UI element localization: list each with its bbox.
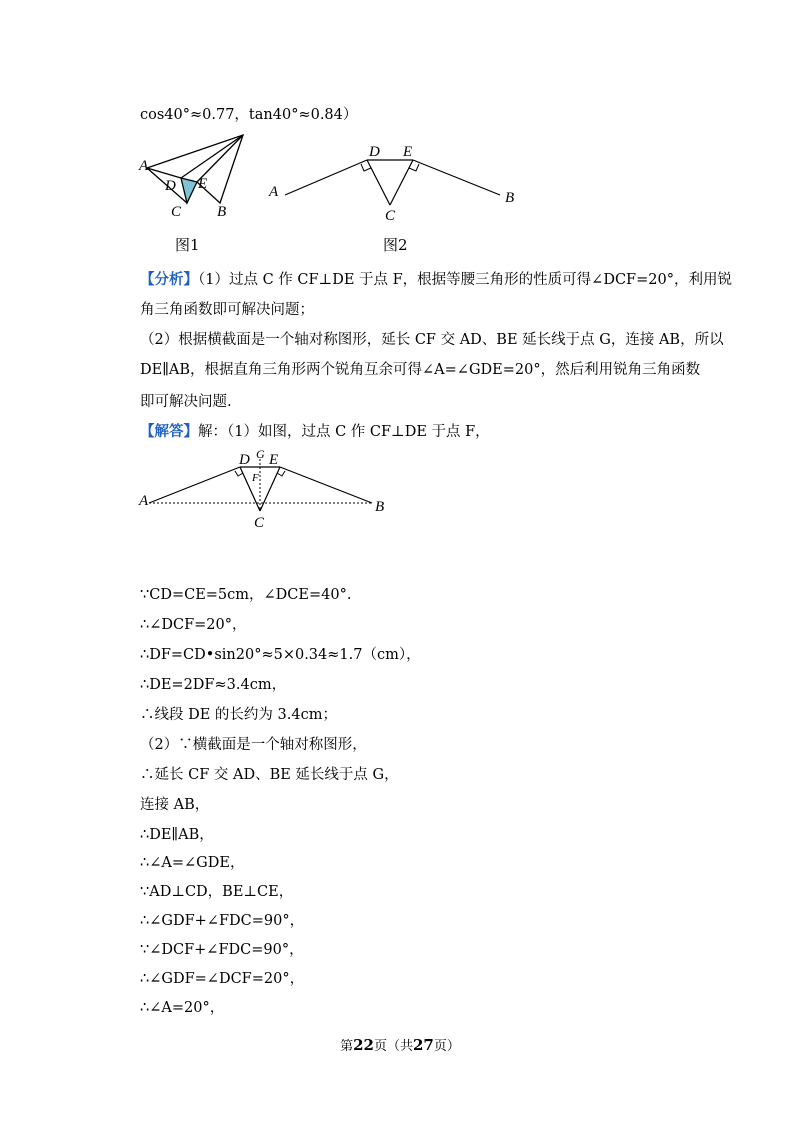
solution-step-9: ∴DF=CD•sin20°≈5×0.34≈1.7（cm），	[140, 647, 421, 663]
solution-step-11: ∴线段 DE 的长约为 3.4cm；	[140, 707, 337, 723]
page-total: 27	[413, 1036, 434, 1054]
page-number: 22	[353, 1036, 374, 1054]
solution-tag: 【解答】	[140, 423, 198, 440]
fig2-label-d: D	[369, 144, 380, 160]
solution-step-12: （2）∵横截面是一个轴对称图形，	[140, 737, 367, 753]
solution-step-18: ∴∠GDF+∠FDC=90°，	[140, 913, 305, 929]
solution-step-13: ∴延长 CF 交 AD、BE 延长线于点 G，	[140, 767, 399, 783]
analysis-line-4: DE∥AB，根据直角三角形两个锐角互余可得∠A=∠GDE=20°，然后利用锐角三角函数	[140, 362, 701, 378]
figure-1-paper-plane	[135, 128, 250, 223]
fig1-label-b: B	[217, 204, 227, 220]
fig3-label-b: B	[375, 499, 385, 515]
solution-step-10: ∴DE=2DF≈3.4cm，	[140, 677, 287, 693]
solution-step-21: ∴∠A=20°，	[140, 1000, 225, 1016]
fig1-label-a: A	[139, 158, 149, 174]
solution-line-1: 【解答】解：（1）如图，过点 C 作 CF⊥DE 于点 F，	[140, 423, 490, 440]
solution-step-7: ∵CD=CE=5cm，∠DCE=40°.	[140, 587, 352, 603]
fig3-label-f: F	[252, 472, 259, 484]
fig2-label-b: B	[505, 190, 515, 206]
fig1-label-e: E	[198, 176, 208, 192]
solution-step-8: ∴∠DCF=20°，	[140, 617, 247, 633]
solution-step-15: ∴DE∥AB，	[140, 827, 214, 843]
analysis-line-2: 角三角函数即可解决问题；	[140, 302, 314, 318]
figure-3-solution-diagram	[135, 445, 395, 535]
fig2-label-e: E	[403, 144, 413, 160]
analysis-line-1: 【分析】（1）过点 C 作 CF⊥DE 于点 F，根据等腰三角形的性质可得∠DCF=20°，利用锐	[140, 271, 732, 288]
solution-step-19: ∵∠DCF+∠FDC=90°，	[140, 942, 304, 958]
fig1-label-d: D	[165, 178, 176, 194]
solution-step-16: ∴∠A=∠GDE，	[140, 855, 245, 871]
figure-2-cross-section	[265, 140, 525, 225]
fig2-label-a: A	[269, 184, 279, 200]
figure-2-caption: 图2	[383, 236, 408, 254]
analysis-line-5: 即可解决问题.	[140, 394, 232, 410]
fig1-label-c: C	[171, 204, 182, 220]
fig3-label-a: A	[139, 493, 149, 509]
solution-step-14: 连接 AB，	[140, 797, 210, 813]
solution-step-20: ∴∠GDF=∠DCF=20°，	[140, 971, 305, 987]
fig3-label-c: C	[254, 515, 265, 531]
solution-step-17: ∵AD⊥CD，BE⊥CE，	[140, 884, 294, 900]
text-line-0: cos40°≈0.77，tan40°≈0.84）	[140, 107, 358, 123]
fig3-label-e: E	[269, 452, 279, 468]
page-footer: 第22页（共27页）	[340, 1036, 460, 1054]
fig2-label-c: C	[385, 208, 396, 224]
fig3-label-d: D	[239, 452, 250, 468]
analysis-line-3: （2）根据横截面是一个轴对称图形，延长 CF 交 AD、BE 延长线于点 G，连接 AB，所以	[140, 332, 724, 348]
fig3-label-g: G	[256, 447, 265, 461]
figure-1-caption: 图1	[175, 236, 200, 254]
analysis-tag: 【分析】	[140, 271, 198, 288]
